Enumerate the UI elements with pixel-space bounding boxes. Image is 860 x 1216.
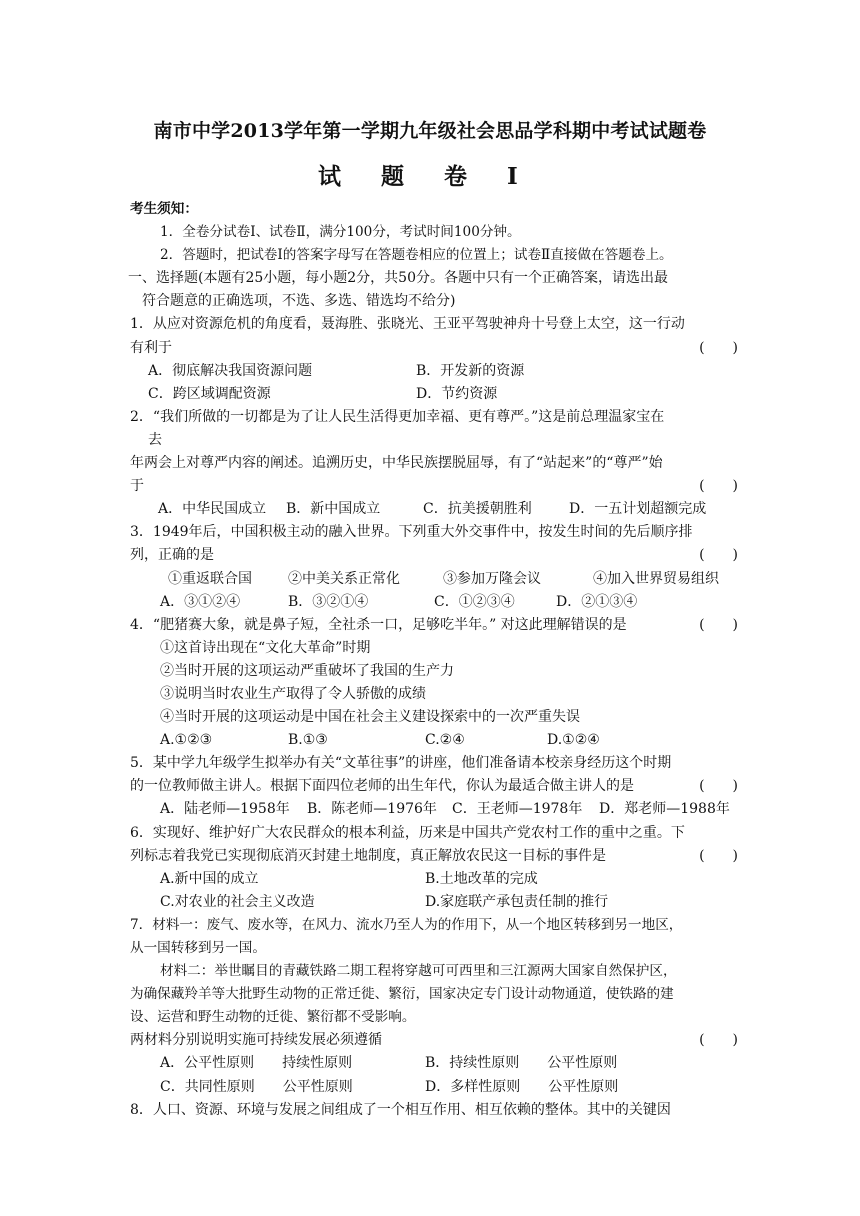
notice-item: 1．全卷分试卷Ⅰ、试卷Ⅱ，满分100分，考试时间100分钟。 (160, 224, 521, 241)
page-title: 南市中学2013学年第一学期九年级社会思品学科期中考试试题卷 (153, 120, 707, 142)
question-4-item: ②当时开展的这项运动严重破坏了我国的生产力 (160, 662, 454, 679)
option-a: A．中华民国成立 (158, 501, 267, 518)
question-5-options (130, 798, 738, 821)
question-7-material-2: 材料二：举世瞩目的青藏铁路二期工程将穿越可可西里和三江源两大国家自然保护区， (160, 963, 677, 980)
section-heading: 一、选择题(本题有25小题，每小题2分，共50分。各题中只有一个正确答案，请选出最 (128, 270, 668, 287)
exam-content (130, 198, 738, 1122)
option-a: A．③①②④ (160, 593, 241, 610)
item-2: ②中美关系正常化 (288, 570, 400, 587)
question-4-item: ③说明当时农业生产取得了令人骄傲的成绩 (160, 685, 426, 702)
option-a: A．彻底解决我国资源问题 (148, 362, 313, 379)
question-1-options (130, 360, 738, 383)
option-d: D．②①③④ (556, 593, 638, 610)
question-4-item: ④当时开展的这项运动是中国在社会主义建设探索中的一次严重失误 (160, 709, 580, 726)
answer-bracket: ( ) (699, 547, 738, 564)
question-1-stem-cont (130, 337, 738, 360)
option-c: C．抗美援朝胜利 (423, 501, 532, 518)
answer-bracket: ( ) (699, 778, 738, 795)
question-7-material-2-cont: 设、运营和野生动物的迁徙、繁衍都不受影响。 (130, 1009, 416, 1026)
option-d: D.家庭联产承包责任制的推行 (425, 893, 609, 910)
option-d: D．节约资源 (416, 385, 498, 402)
answer-bracket: ( ) (699, 616, 738, 633)
option-c: C．①②③④ (434, 593, 515, 610)
question-2-stem-cont: 去 (148, 431, 162, 448)
item-1: ①重返联合国 (168, 570, 252, 587)
option-a: A.①②③ (160, 732, 213, 749)
option-c: C.对农业的社会主义改造 (160, 893, 315, 910)
question-7-prompt-text: 两材料分别说明实施可持续发展必须遵循 (130, 1032, 382, 1049)
question-7-stem: 7．材料一：废气、废水等，在风力、流水乃至人为的作用下，从一个地区转移到另一地区， (130, 916, 683, 933)
question-7-material-2-cont: 为确保藏羚羊等大批野生动物的正常迁徙、繁衍，国家决定专门设计动物通道，使铁路的建 (130, 986, 674, 1003)
item-3: ③参加万隆会议 (443, 570, 541, 587)
question-4-options (130, 729, 738, 752)
question-3-stem-cont (130, 544, 738, 567)
option-b: B．持续性原则 公平性原则 (425, 1055, 618, 1072)
option-b: B．陈老师—1976年 (307, 801, 437, 818)
question-7-stem-cont: 从一国转移到另一国。 (130, 940, 266, 956)
question-2-stem-end: 于 (130, 478, 144, 495)
option-b: B．③②①④ (288, 593, 369, 610)
question-1-stem: 1．从应对资源危机的角度看，聂海胜、张晓光、王亚平驾驶神舟十号登上太空，这一行动 (130, 316, 685, 333)
page-subtitle: 试 题 卷 Ⅰ (318, 163, 534, 190)
question-2-options (130, 498, 738, 521)
answer-bracket: ( ) (699, 339, 738, 356)
question-7-options (130, 1076, 738, 1099)
notice-heading: 考生须知： (130, 201, 198, 217)
option-d: D.①②④ (547, 732, 600, 749)
notice-item: 2．答题时，把试卷Ⅰ的答案字母写在答题卷相应的位置上；试卷Ⅱ直接做在答题卷上。 (160, 247, 673, 264)
question-3-items (130, 568, 738, 591)
question-6-options (130, 868, 738, 891)
answer-bracket: ( ) (699, 847, 738, 864)
option-c: C．共同性原则 公平性原则 (160, 1078, 353, 1095)
question-6-options (130, 891, 738, 914)
question-2-stem: 2．“我们所做的一切都是为了让人民生活得更加幸福、更有尊严。”这是前总理温家宝在 (130, 408, 665, 425)
option-b: B．开发新的资源 (416, 362, 525, 379)
question-4-stem-text: 4．“肥猪赛大象，就是鼻子短，全社杀一口，足够吃半年。” 对这此理解错误的是 (130, 616, 627, 633)
question-2-stem-cont: 年两会上对尊严内容的阐述。追溯历史，中华民族摆脱屈辱，有了“站起来”的“尊严”始 (130, 455, 663, 472)
question-2-stem-cont (130, 475, 738, 498)
option-c: C．跨区域调配资源 (148, 385, 271, 402)
section-heading-cont: 符合题意的正确选项，不选、多选、错选均不给分) (142, 293, 456, 310)
option-b: B．新中国成立 (286, 501, 381, 518)
question-1-stem-end: 有利于 (130, 339, 172, 356)
answer-bracket: ( ) (699, 1032, 738, 1049)
option-b: B.①③ (288, 732, 328, 749)
option-c: C.②④ (425, 732, 465, 749)
question-6-stem-cont (130, 845, 738, 868)
question-4-item: ①这首诗出现在“文化大革命”时期 (160, 639, 371, 656)
question-5-stem-end: 的一位教师做主讲人。根据下面四位老师的出生年代，你认为最适合做主讲人的是 (130, 778, 634, 795)
option-b: B.土地改革的完成 (425, 870, 538, 887)
question-1-options (130, 383, 738, 406)
question-8-stem: 8．人口、资源、环境与发展之间组成了一个相互作用、相互依赖的整体。其中的关键因 (130, 1101, 671, 1118)
question-3-stem-end: 列，正确的是 (130, 547, 214, 564)
option-d: D．一五计划超额完成 (569, 501, 707, 518)
question-4-stem (130, 614, 738, 637)
question-6-stem: 6．实现好、维护好广大农民群众的根本利益，历来是中国共产党农村工作的重中之重。下 (130, 824, 685, 841)
question-5-stem: 5．某中学九年级学生拟举办有关“文革往事”的讲座，他们准备请本校亲身经历这个时期 (130, 755, 672, 772)
answer-bracket: ( ) (699, 478, 738, 495)
option-d: D．多样性原则 公平性原则 (425, 1078, 619, 1095)
option-d: D．郑老师—1988年 (599, 801, 730, 818)
question-6-stem-end: 列标志着我党已实现彻底消灭封建土地制度，真正解放农民这一目标的事件是 (130, 847, 606, 864)
question-3-stem: 3．1949年后，中国积极主动的融入世界。下列重大外交事件中，按发生时间的先后顺序排 (130, 524, 693, 541)
question-3-options (130, 591, 738, 614)
option-c: C．王老师—1978年 (452, 801, 583, 818)
option-a: A.新中国的成立 (160, 870, 259, 887)
question-5-stem-cont (130, 775, 738, 798)
question-7-options (130, 1052, 738, 1075)
question-7-prompt (130, 1029, 738, 1052)
option-a: A．公平性原则 持续性原则 (160, 1055, 353, 1072)
option-a: A．陆老师—1958年 (160, 801, 290, 818)
item-4: ④加入世界贸易组织 (593, 570, 719, 587)
